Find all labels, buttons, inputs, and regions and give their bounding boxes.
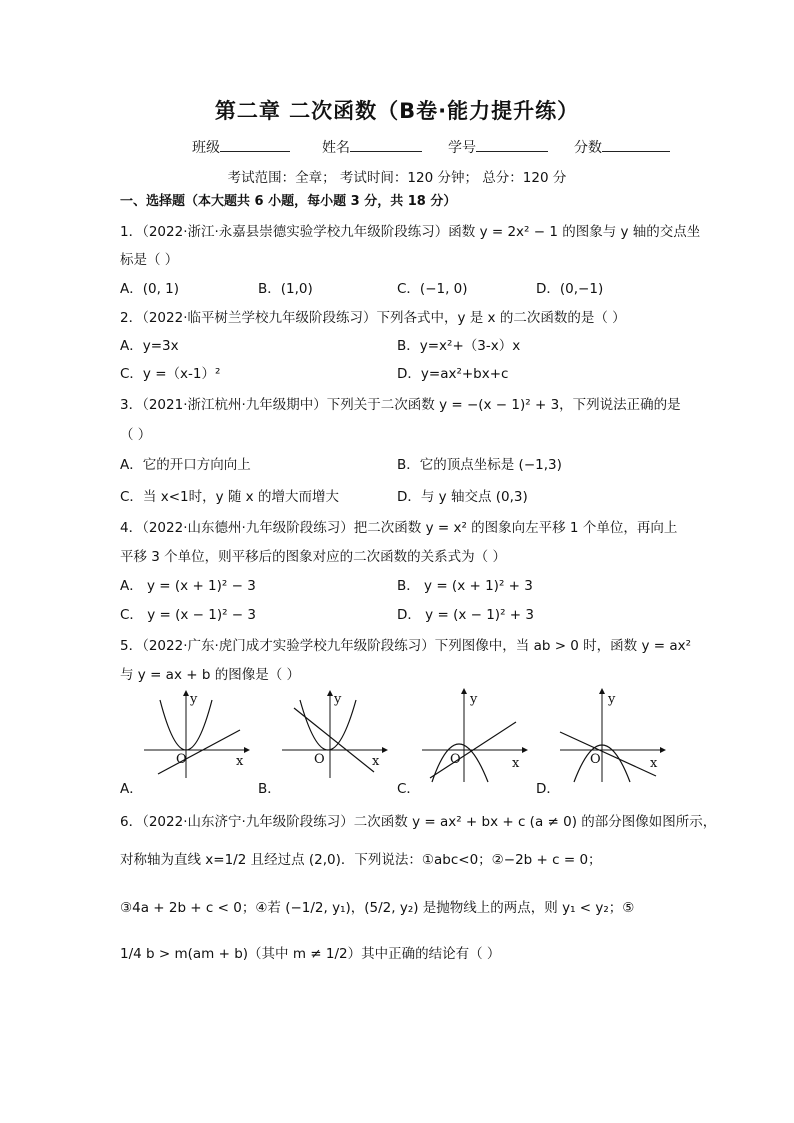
score-blank[interactable]	[602, 137, 670, 152]
q3-stem-line1: 3．（2021·浙江杭州·九年级期中）下列关于二次函数 y = −(x − 1)² + 3，下列说法正确的是	[120, 397, 681, 413]
id-blank[interactable]	[476, 137, 548, 152]
q5-graph-a-x-label: x	[236, 754, 244, 769]
score-label: 分数	[574, 140, 602, 156]
q5-graph-b-origin: O	[314, 752, 325, 767]
q1-option-a[interactable]: A．(0, 1)	[120, 281, 180, 297]
id-label: 学号	[448, 140, 476, 156]
q3-option-b[interactable]: B．它的顶点坐标是 (−1,3)	[397, 457, 562, 473]
q5-graph-c-y-label: y	[470, 692, 478, 707]
q3-option-d[interactable]: D．与 y 轴交点 (0,3)	[397, 489, 528, 505]
q5-graph-a-y-label: y	[190, 692, 198, 707]
q3-option-c[interactable]: C．当 x<1时，y 随 x 的增大而增大	[120, 489, 339, 505]
q5-option-d[interactable]: D．	[536, 781, 560, 797]
q5-graph-d-y-label: y	[608, 692, 616, 707]
q1-option-b[interactable]: B．(1,0)	[258, 281, 313, 297]
q3-stem-line2: （ ）	[120, 427, 152, 443]
exam-info: 考试范围：全章； 考试时间：120 分钟； 总分：120 分	[227, 170, 567, 186]
q5-graph-b-x-label: x	[372, 754, 380, 769]
q2-option-c[interactable]: C．y =（x-1）²	[120, 366, 221, 382]
q2-option-a[interactable]: A．y=3x	[120, 338, 179, 354]
q4-option-b[interactable]: B． y = (x + 1)² + 3	[397, 578, 533, 594]
q1-option-c[interactable]: C．(−1, 0)	[397, 281, 468, 297]
id-field	[448, 137, 548, 157]
q4-option-a[interactable]: A． y = (x + 1)² − 3	[120, 578, 256, 594]
q5-graph-b-y-label: y	[334, 692, 342, 707]
q1-stem-line1: 1．（2022·浙江·永嘉县崇德实验学校九年级阶段练习）函数 y = 2x² − 1 的图象与 y 轴的交点坐	[120, 224, 701, 240]
q5-graph-d-x-label: x	[650, 756, 658, 771]
name-field	[322, 137, 422, 157]
section-heading: 一、选择题（本大题共 6 小题，每小题 3 分，共 18 分）	[120, 194, 457, 209]
q5-graph-c-origin: O	[450, 752, 461, 767]
q2-option-b[interactable]: B．y=x²+（3-x）x	[397, 338, 521, 354]
name-blank[interactable]	[350, 137, 422, 152]
q3-option-a[interactable]: A．它的开口方向向上	[120, 457, 251, 473]
q5-graph-c-x-label: x	[512, 756, 520, 771]
q5-option-a[interactable]: A．	[120, 781, 143, 797]
q2-stem: 2．（2022·临平树兰学校九年级阶段练习）下列各式中，y 是 x 的二次函数的是（ ）	[120, 310, 626, 326]
q6-stem-line4: 1/4 b > m(am + b)（其中 m ≠ 1/2）其中正确的结论有（ ）	[120, 946, 501, 962]
q5-graph-a-origin: O	[176, 752, 187, 767]
class-blank[interactable]	[220, 137, 290, 152]
q5-stem-line1: 5．（2022·广东·虎门成才实验学校九年级阶段练习）下列图像中，当 ab > 0 时，函数 y = ax²	[120, 638, 692, 654]
q5-graph-d-origin: O	[590, 752, 601, 767]
q6-stem-line3: ③4a + 2b + c < 0；④若 (−1/2, y₁)，(5/2, y₂) 是抛物线上的两点，则 y₁ < y₂；⑤	[120, 900, 635, 916]
q4-stem-line2: 平移 3 个单位，则平移后的图象对应的二次函数的关系式为（ ）	[120, 549, 506, 565]
name-label: 姓名	[322, 140, 350, 156]
q5-option-c[interactable]: C．	[397, 781, 420, 797]
class-label: 班级	[192, 140, 220, 156]
class-field	[192, 137, 290, 157]
q5-option-b[interactable]: B．	[258, 781, 281, 797]
q6-stem-line2: 对称轴为直线 x=1/2 且经过点 (2,0)．下列说法：①abc<0；②−2b + c = 0；	[120, 852, 602, 868]
score-field	[574, 137, 670, 157]
q2-option-d[interactable]: D．y=ax²+bx+c	[397, 366, 509, 382]
page-title: 第二章 二次函数（B卷·能力提升练）	[214, 99, 580, 123]
q6-stem-line1: 6．（2022·山东济宁·九年级阶段练习）二次函数 y = ax² + bx + c (a ≠ 0) 的部分图像如图所示，	[120, 814, 717, 830]
q4-stem-line1: 4．（2022·山东德州·九年级阶段练习）把二次函数 y = x² 的图象向左平移 1 个单位，再向上	[120, 520, 678, 536]
q1-option-d[interactable]: D．(0,−1)	[536, 281, 604, 297]
q5-stem-line2: 与 y = ax + b 的图像是（ ）	[120, 667, 300, 683]
q4-option-c[interactable]: C． y = (x − 1)² − 3	[120, 607, 257, 623]
q1-stem-line2: 标是（ ）	[120, 252, 179, 268]
q4-option-d[interactable]: D． y = (x − 1)² + 3	[397, 607, 534, 623]
